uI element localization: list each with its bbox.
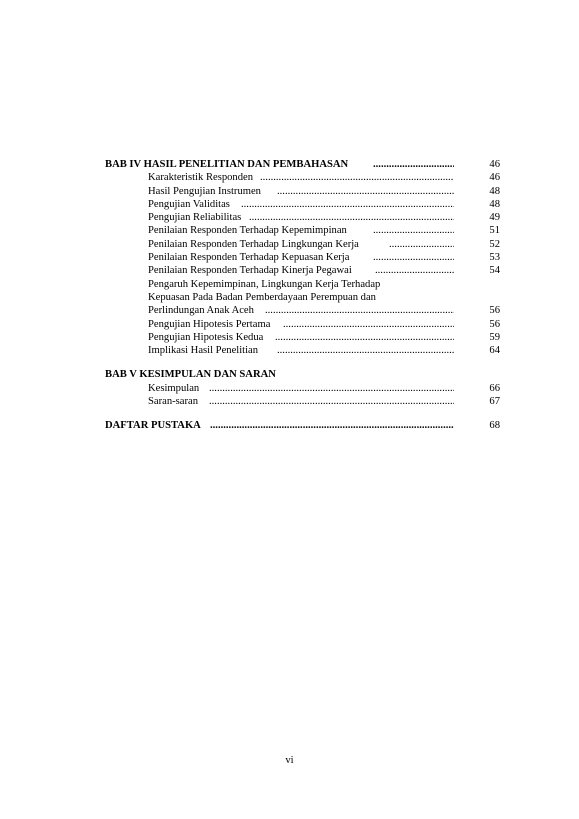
- toc-item: [105, 251, 500, 264]
- toc-item: [105, 198, 500, 211]
- dot-leader: [265, 304, 454, 317]
- dot-leader: [375, 264, 454, 277]
- toc-item-label: Pengujian Validitas: [148, 198, 230, 210]
- dot-leader: [389, 238, 454, 251]
- chapter-title: DAFTAR PUSTAKA: [105, 420, 201, 432]
- toc-item-label: Kesimpulan: [148, 382, 200, 394]
- dot-leader: [241, 198, 454, 211]
- dot-leader: [373, 158, 454, 171]
- page-number: 46: [489, 172, 500, 184]
- dot-leader: [373, 224, 454, 237]
- toc-item-label: Perlindungan Anak Aceh: [148, 305, 254, 317]
- toc-item-label: Implikasi Hasil Penelitian: [148, 345, 259, 357]
- page-number: 56: [489, 305, 500, 317]
- page-number: 64: [489, 345, 500, 357]
- page-number: 49: [489, 212, 500, 224]
- page-number: 67: [489, 396, 500, 408]
- toc-daftar-pustaka: [105, 419, 500, 432]
- page-number: 68: [489, 420, 500, 432]
- toc-chapter-4: [105, 158, 500, 171]
- page-number: 48: [489, 185, 500, 197]
- dot-leader: [373, 251, 454, 264]
- page-number: 54: [489, 265, 500, 277]
- toc-item-label: Penilaian Responden Terhadap Kinerja Pegawai: [148, 265, 352, 277]
- toc-chapter-5: [105, 368, 500, 381]
- toc-item-label: Pengaruh Kepemimpinan, Lingkungan Kerja Terhadap: [148, 278, 381, 290]
- dot-leader: [277, 185, 454, 198]
- page-number: 52: [489, 238, 500, 250]
- dot-leader: [210, 419, 454, 432]
- dot-leader: [249, 211, 454, 224]
- toc-item-label: Hasil Pengujian Instrumen: [148, 185, 261, 197]
- toc-item-label: Saran-saran: [148, 396, 198, 408]
- toc-item-label: Pengujian Reliabilitas: [148, 212, 242, 224]
- toc-item: [105, 185, 500, 198]
- page-number: 46: [489, 159, 500, 170]
- dot-leader: [209, 382, 454, 395]
- page-number: 59: [489, 331, 500, 343]
- toc-item-multiline-3: [105, 304, 500, 317]
- toc-item-multiline-2: [105, 291, 500, 304]
- toc-item: [105, 395, 500, 408]
- toc-item-label: Pengujian Hipotesis Pertama: [148, 318, 271, 330]
- toc-item: [105, 238, 500, 251]
- toc-item-label: Penilaian Responden Terhadap Kepuasan Kerja: [148, 252, 350, 264]
- toc-item: [105, 318, 500, 331]
- page-number: 48: [489, 198, 500, 210]
- toc-item: [105, 264, 500, 277]
- toc-item-multiline-1: [105, 278, 500, 291]
- table-of-contents: [105, 158, 500, 433]
- toc-item: [105, 211, 500, 224]
- page-number: 56: [489, 318, 500, 330]
- dot-leader: [283, 318, 454, 331]
- dot-leader: [277, 344, 454, 357]
- dot-leader: [260, 171, 454, 184]
- toc-item-label: Penilaian Responden Terhadap Kepemimpinan: [148, 225, 347, 237]
- chapter-title: BAB V KESIMPULAN DAN SARAN: [105, 369, 276, 381]
- dot-leader: [209, 395, 454, 408]
- toc-item: [105, 171, 500, 184]
- chapter-title: BAB IV HASIL PENELITIAN DAN PEMBAHASAN: [105, 159, 349, 170]
- toc-item-label: Penilaian Responden Terhadap Lingkungan Kerja: [148, 238, 359, 250]
- toc-item: [105, 224, 500, 237]
- page-number: 51: [489, 225, 500, 237]
- dot-leader: [275, 331, 454, 344]
- page-number: 66: [489, 382, 500, 394]
- toc-item-label: Karakteristik Responden: [148, 172, 254, 184]
- toc-item: [105, 331, 500, 344]
- page-footer-number: vi: [285, 755, 294, 766]
- toc-item: [105, 344, 500, 357]
- toc-item-label: Kepuasan Pada Badan Pemberdayaan Perempuan dan: [148, 291, 376, 303]
- page-number: 53: [489, 252, 500, 264]
- toc-item: [105, 382, 500, 395]
- toc-item-label: Pengujian Hipotesis Kedua: [148, 331, 264, 343]
